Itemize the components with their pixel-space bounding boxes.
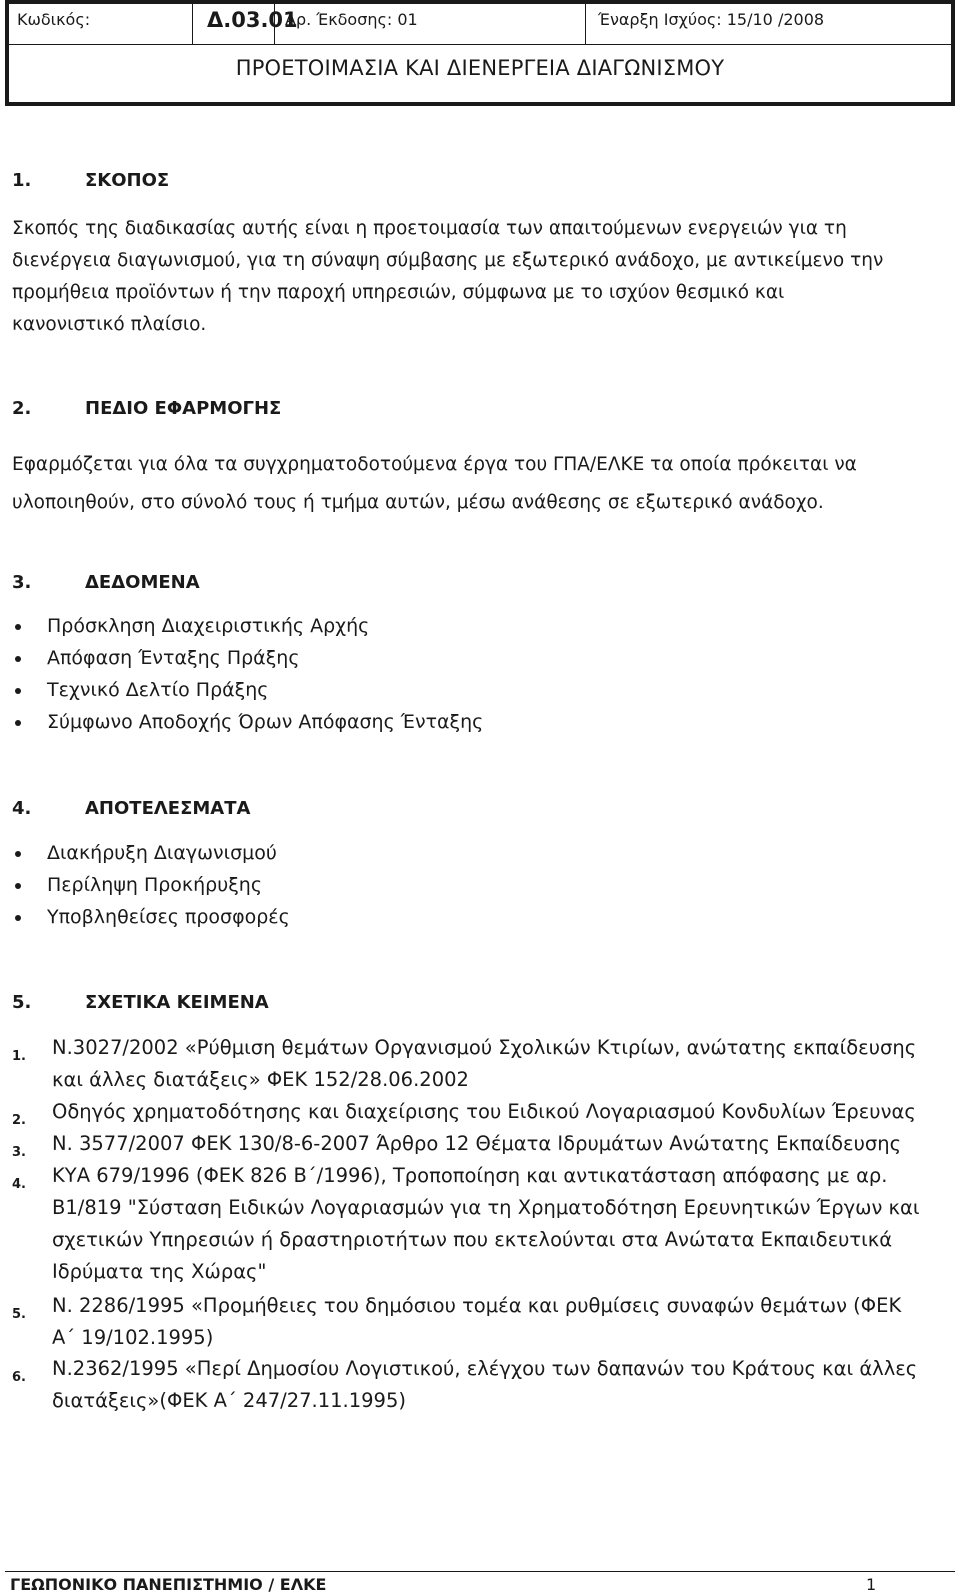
section-2-heading	[12, 398, 281, 419]
list-item: Σύμφωνο Αποδοχής Όρων Απόφασης Ένταξης	[12, 706, 483, 738]
version-number: Αρ. Έκδοσης: 01	[275, 4, 586, 44]
reference-line: σχετικών Υπηρεσιών ή δραστηριοτήτων που εκτελούνται στα Ανώτατα Εκπαιδευτικά	[52, 1228, 893, 1251]
bullet-icon	[15, 656, 21, 662]
section-1-heading	[12, 170, 169, 191]
reference-line: Ν.2362/1995 «Περί Δημοσίου Λογιστικού, ελέγχου των δαπανών του Κράτους και άλλες	[52, 1357, 918, 1380]
section-number: 5.	[12, 992, 32, 1013]
list-item: Απόφαση Ένταξης Πράξης	[12, 642, 299, 674]
reference-line: Ν. 3577/2007 ΦΕΚ 130/8-6-2007 Άρθρο 12 Θέματα Ιδρυμάτων Ανώτατης Εκπαίδευσης	[52, 1132, 902, 1155]
reference-number: 4.	[12, 1177, 26, 1192]
paragraph-line: Σκοπός της διαδικασίας αυτής είναι η προετοιμασία των απαιτούμενων ενεργειών για τη	[12, 218, 847, 239]
paragraph-line: προμήθεια προϊόντων ή την παροχή υπηρεσιών, σύμφωνα με το ισχύον θεσμικό και	[12, 282, 785, 303]
list-item: Τεχνικό Δελτίο Πράξης	[12, 674, 268, 706]
paragraph-line: διενέργεια διαγωνισμού, για τη σύναψη σύμβασης με εξωτερικό ανάδοχο, με αντικείμενο την	[12, 250, 884, 271]
reference-line: Β1/819 "Σύσταση Ειδικών Λογαριασμών για τη Χρηματοδότηση Ερευνητικών Έργων και	[52, 1196, 920, 1219]
section-title: ΠΕΔΙΟ ΕΦΑΡΜΟΓΗΣ	[85, 398, 282, 419]
list-item: Περίληψη Προκήρυξης	[12, 869, 262, 901]
bullet-icon	[15, 851, 21, 857]
paragraph-line: Εφαρμόζεται για όλα τα συγχρηματοδοτούμενα έργα του ΓΠΑ/ΕΛΚΕ τα οποία πρόκειται να	[12, 454, 857, 475]
reference-line: ΚΥΑ 679/1996 (ΦΕΚ 826 Β΄/1996), Τροποποίηση και αντικατάσταση απόφασης με αρ.	[52, 1164, 888, 1187]
section-number: 2.	[12, 398, 32, 419]
section-5-heading	[12, 992, 269, 1013]
reference-item	[12, 1032, 940, 1096]
code-label: Κωδικός:	[9, 4, 193, 44]
list-item: Διακήρυξη Διαγωνισμού	[12, 837, 277, 869]
paragraph-line: υλοποιηθούν, στο σύνολό τους ή τμήμα αυτών, μέσω ανάθεσης σε εξωτερικό ανάδοχο.	[12, 492, 824, 513]
section-title: ΣΚΟΠΟΣ	[85, 170, 170, 191]
reference-item	[12, 1290, 940, 1354]
reference-number: 1.	[12, 1049, 26, 1064]
bullet-icon	[15, 624, 21, 630]
section-title: ΑΠΟΤΕΛΕΣΜΑΤΑ	[85, 798, 251, 819]
reference-item	[12, 1160, 940, 1288]
list-item: Υποβληθείσες προσφορές	[12, 901, 290, 933]
page-number: 1	[866, 1575, 877, 1594]
reference-number: 6.	[12, 1370, 26, 1385]
reference-number: 2.	[12, 1113, 26, 1128]
reference-line: Ν. 2286/1995 «Προμήθειες του δημόσιου τομέα και ρυθμίσεις συναφών θεμάτων (ΦΕΚ	[52, 1294, 902, 1317]
effective-date: Έναρξη Ισχύος: 15/10 /2008	[598, 10, 825, 29]
bullet-icon	[15, 883, 21, 889]
document-title: ΠΡΟΕΤΟΙΜΑΣΙΑ ΚΑΙ ΔΙΕΝΕΡΓΕΙΑ ΔΙΑΓΩΝΙΣΜΟΥ	[235, 56, 725, 80]
footer-divider	[5, 1571, 955, 1572]
code-value: Δ.03.01	[193, 4, 275, 44]
section-number: 3.	[12, 572, 32, 593]
list-item: Πρόσκληση Διαχειριστικής Αρχής	[12, 610, 369, 642]
document-header	[5, 0, 955, 106]
section-title: ΔΕΔΟΜΕΝΑ	[85, 572, 200, 593]
header-info-row	[9, 4, 951, 45]
reference-line: Α΄ 19/102.1995)	[52, 1326, 214, 1349]
bullet-icon	[15, 915, 21, 921]
section-number: 4.	[12, 798, 32, 819]
section-4-heading	[12, 798, 250, 819]
reference-number: 5.	[12, 1307, 26, 1322]
section-title: ΣΧΕΤΙΚΑ ΚΕΙΜΕΝΑ	[85, 992, 269, 1013]
paragraph-line: κανονιστικό πλαίσιο.	[12, 314, 207, 335]
reference-line: Ν.3027/2002 «Ρύθμιση θεμάτων Οργανισμού Σχολικών Κτιρίων, ανώτατης εκπαίδευσης	[52, 1036, 917, 1059]
reference-item	[12, 1096, 940, 1128]
reference-number: 3.	[12, 1145, 26, 1160]
reference-item	[12, 1128, 940, 1160]
reference-line: διατάξεις»(ΦΕΚ Α΄ 247/27.11.1995)	[52, 1389, 406, 1412]
section-number: 1.	[12, 170, 32, 191]
reference-line: Οδηγός χρηματοδότησης και διαχείρισης του Ειδικού Λογαριασμού Κονδυλίων Έρευνας	[52, 1100, 916, 1123]
reference-line: Ιδρύματα της Χώρας"	[52, 1260, 267, 1283]
section-3-heading	[12, 572, 200, 593]
reference-line: και άλλες διατάξεις» ΦΕΚ 152/28.06.2002	[52, 1068, 469, 1091]
section-1-body	[12, 213, 940, 341]
reference-item	[12, 1353, 940, 1417]
bullet-icon	[15, 688, 21, 694]
bullet-icon	[15, 720, 21, 726]
footer-organization: ΓΕΩΠΟΝΙΚΟ ΠΑΝΕΠΙΣΤΗΜΙΟ / ΕΛΚΕ	[10, 1575, 327, 1594]
section-2-body	[12, 446, 940, 522]
